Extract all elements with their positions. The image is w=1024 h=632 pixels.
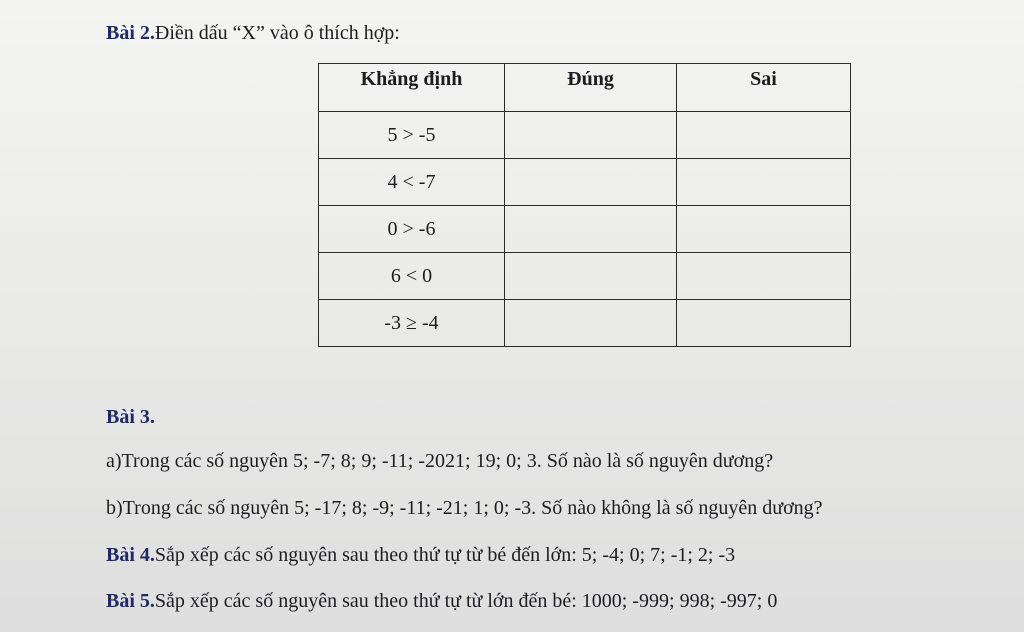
false-answer-cell[interactable] <box>677 112 851 159</box>
table-row <box>319 206 851 253</box>
table-header-row <box>319 64 851 112</box>
exercise-3-heading: Bài 3. <box>106 406 155 428</box>
statement-cell: 6 < 0 <box>319 253 505 300</box>
table-row <box>319 300 851 347</box>
table-row <box>319 159 851 206</box>
exercise-2-label: Bài 2. <box>106 22 155 44</box>
statement-cell: 0 > -6 <box>319 206 505 253</box>
true-answer-cell[interactable] <box>505 159 677 206</box>
false-answer-cell[interactable] <box>677 253 851 300</box>
exercise-2-instruction: Điền dấu “X” vào ô thích hợp: <box>154 22 400 44</box>
exercise-5-text: Sắp xếp các số nguyên sau theo thứ tự từ lớn đến bé: 1000; -999; 998; -997; 0 <box>154 590 778 612</box>
header-false: Sai <box>677 64 851 112</box>
header-true: Đúng <box>505 64 677 112</box>
statement-cell: -3 ≥ -4 <box>319 300 505 347</box>
false-answer-cell[interactable] <box>677 300 851 347</box>
statement-cell: 4 < -7 <box>319 159 505 206</box>
exercise-5 <box>106 590 777 613</box>
true-answer-cell[interactable] <box>505 300 677 347</box>
exercise-4-text: Sắp xếp các số nguyên sau theo thứ tự từ bé đến lớn: 5; -4; 0; 7; -1; 2; -3 <box>154 544 736 566</box>
true-answer-cell[interactable] <box>505 253 677 300</box>
true-answer-cell[interactable] <box>505 112 677 159</box>
exercise-4 <box>106 544 735 567</box>
false-answer-cell[interactable] <box>677 206 851 253</box>
statement-cell: 5 > -5 <box>319 112 505 159</box>
table-row <box>319 253 851 300</box>
header-statement: Khẳng định <box>319 64 505 112</box>
exercise-4-label: Bài 4. <box>106 544 155 566</box>
exercise-3-part-b: b)Trong các số nguyên 5; -17; 8; -9; -11; -21; 1; 0; -3. Số nào không là số nguyên dương? <box>106 497 823 519</box>
exercise-5-label: Bài 5. <box>106 590 155 612</box>
exercise-3-part-a: a)Trong các số nguyên 5; -7; 8; 9; -11; -2021; 19; 0; 3. Số nào là số nguyên dương? <box>106 450 774 472</box>
true-false-table <box>318 63 851 347</box>
false-answer-cell[interactable] <box>677 159 851 206</box>
table-row <box>319 112 851 159</box>
exercise-2-heading <box>106 22 400 45</box>
true-answer-cell[interactable] <box>505 206 677 253</box>
